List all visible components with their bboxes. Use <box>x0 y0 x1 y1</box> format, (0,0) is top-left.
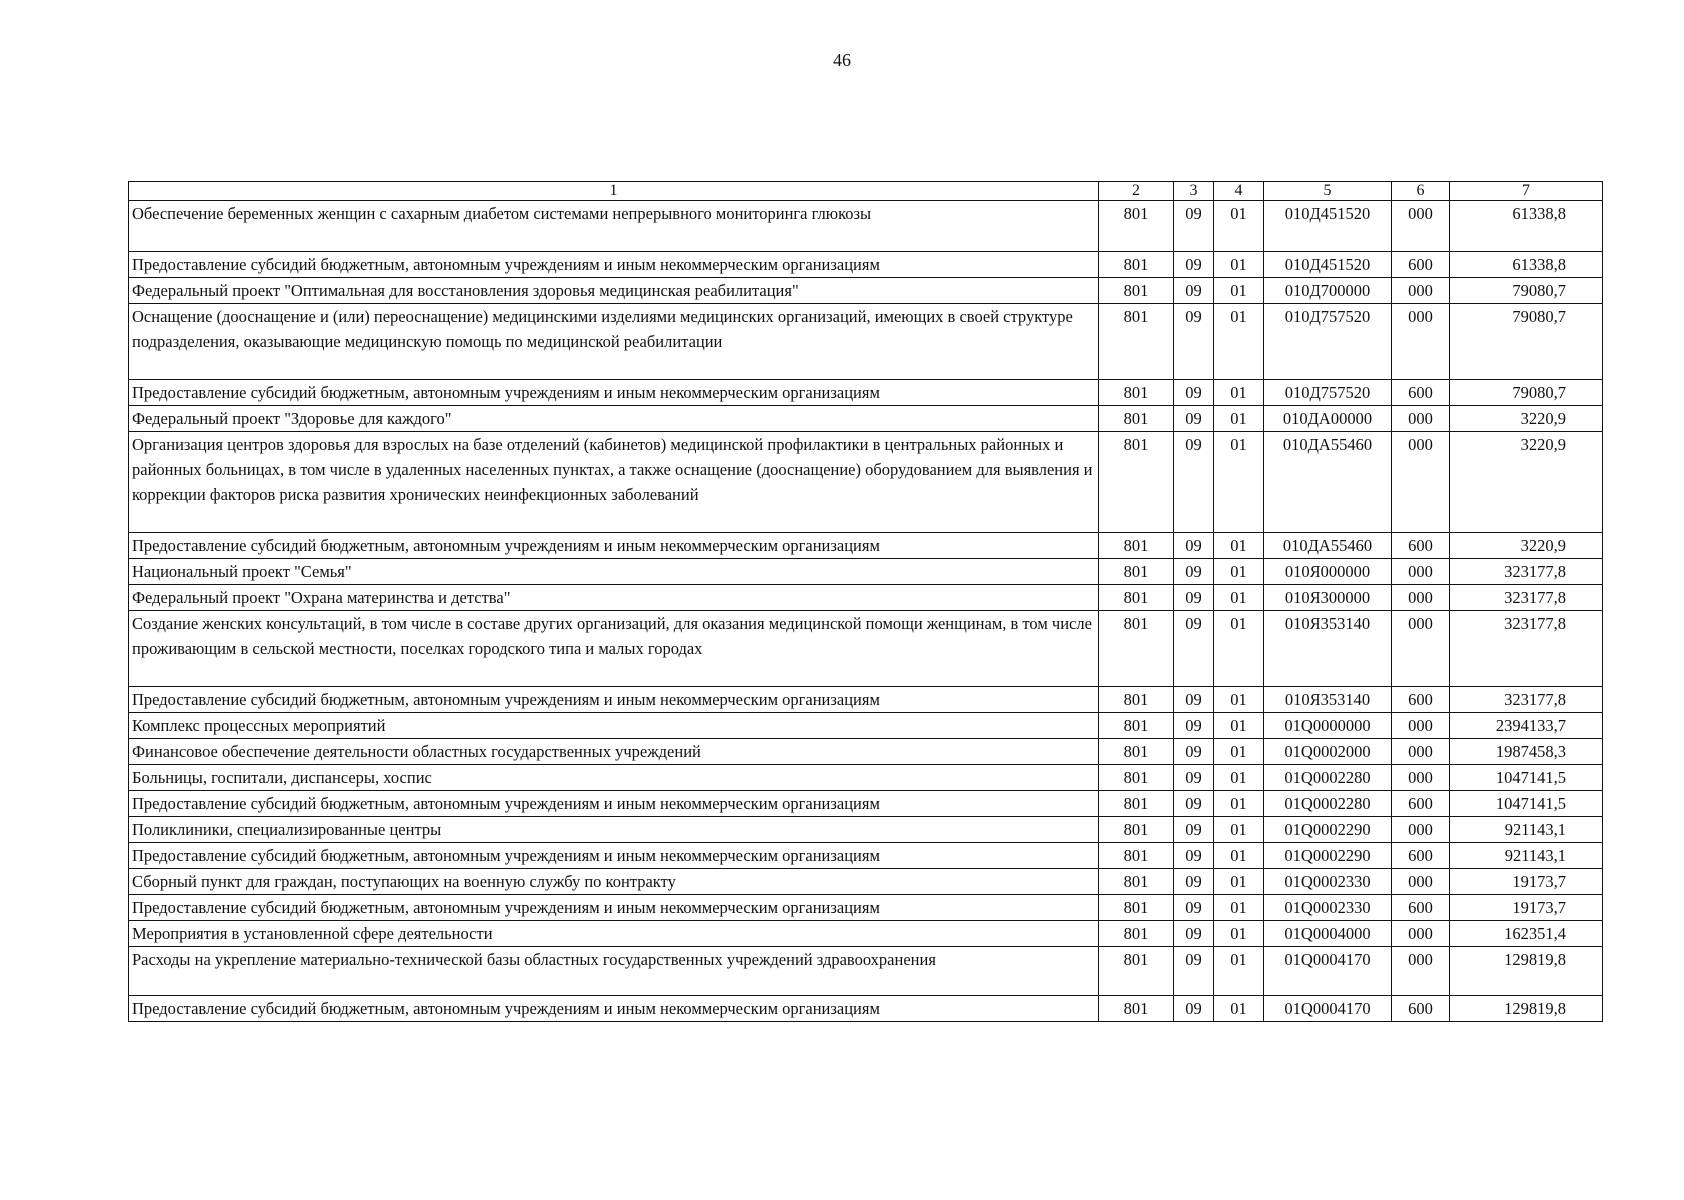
code-section: 09 <box>1174 304 1214 380</box>
amount: 3220,9 <box>1450 533 1603 559</box>
code-expense-type: 000 <box>1392 713 1450 739</box>
amount: 323177,8 <box>1450 687 1603 713</box>
code-subsection: 01 <box>1214 843 1264 869</box>
item-name: Федеральный проект "Оптимальная для восстановления здоровья медицинская реабилитация" <box>129 278 1099 304</box>
code-expense-type: 000 <box>1392 559 1450 585</box>
code-ministry: 801 <box>1099 843 1174 869</box>
code-section: 09 <box>1174 278 1214 304</box>
code-target: 010Я000000 <box>1264 559 1392 585</box>
item-name: Мероприятия в установленной сфере деятельности <box>129 921 1099 947</box>
code-target: 01Q0004170 <box>1264 947 1392 996</box>
code-subsection: 01 <box>1214 380 1264 406</box>
amount: 79080,7 <box>1450 304 1603 380</box>
column-header: 5 <box>1264 182 1392 201</box>
code-section: 09 <box>1174 895 1214 921</box>
code-expense-type: 000 <box>1392 278 1450 304</box>
amount: 323177,8 <box>1450 585 1603 611</box>
code-subsection: 01 <box>1214 869 1264 895</box>
column-header: 3 <box>1174 182 1214 201</box>
code-ministry: 801 <box>1099 947 1174 996</box>
code-target: 01Q0004170 <box>1264 996 1392 1022</box>
code-ministry: 801 <box>1099 380 1174 406</box>
table-row <box>129 585 1603 611</box>
code-section: 09 <box>1174 765 1214 791</box>
column-header: 2 <box>1099 182 1174 201</box>
code-subsection: 01 <box>1214 533 1264 559</box>
code-target: 010Д700000 <box>1264 278 1392 304</box>
code-subsection: 01 <box>1214 252 1264 278</box>
code-ministry: 801 <box>1099 278 1174 304</box>
code-target: 010ДА00000 <box>1264 406 1392 432</box>
code-section: 09 <box>1174 996 1214 1022</box>
code-ministry: 801 <box>1099 432 1174 533</box>
code-ministry: 801 <box>1099 739 1174 765</box>
code-ministry: 801 <box>1099 252 1174 278</box>
code-section: 09 <box>1174 713 1214 739</box>
table-row <box>129 869 1603 895</box>
code-subsection: 01 <box>1214 432 1264 533</box>
table-row <box>129 765 1603 791</box>
code-section: 09 <box>1174 559 1214 585</box>
code-subsection: 01 <box>1214 713 1264 739</box>
item-name: Комплекс процессных мероприятий <box>129 713 1099 739</box>
code-target: 01Q0000000 <box>1264 713 1392 739</box>
code-section: 09 <box>1174 843 1214 869</box>
code-subsection: 01 <box>1214 406 1264 432</box>
item-name: Организация центров здоровья для взрослых на базе отделений (кабинетов) медицинской профилактики в центральных районных и районных больницах, в том числе в удаленных населенных пунктах, а также оснащение (дооснащение) оборудованием для выявления и коррекции факторов риска развития хронических неинфекционных заболеваний <box>129 432 1099 533</box>
amount: 921143,1 <box>1450 817 1603 843</box>
amount: 19173,7 <box>1450 869 1603 895</box>
amount: 79080,7 <box>1450 380 1603 406</box>
code-expense-type: 600 <box>1392 843 1450 869</box>
code-ministry: 801 <box>1099 585 1174 611</box>
table-row <box>129 739 1603 765</box>
table-row <box>129 432 1603 533</box>
code-ministry: 801 <box>1099 895 1174 921</box>
code-expense-type: 000 <box>1392 611 1450 687</box>
table-row <box>129 713 1603 739</box>
table-row <box>129 533 1603 559</box>
code-section: 09 <box>1174 252 1214 278</box>
column-header: 6 <box>1392 182 1450 201</box>
amount: 323177,8 <box>1450 611 1603 687</box>
item-name: Предоставление субсидий бюджетным, автономным учреждениям и иным некоммерческим организациям <box>129 687 1099 713</box>
item-name: Финансовое обеспечение деятельности областных государственных учреждений <box>129 739 1099 765</box>
code-target: 01Q0002280 <box>1264 765 1392 791</box>
item-name: Предоставление субсидий бюджетным, автономным учреждениям и иным некоммерческим организациям <box>129 895 1099 921</box>
code-subsection: 01 <box>1214 687 1264 713</box>
code-ministry: 801 <box>1099 304 1174 380</box>
code-subsection: 01 <box>1214 739 1264 765</box>
code-section: 09 <box>1174 947 1214 996</box>
code-subsection: 01 <box>1214 765 1264 791</box>
code-ministry: 801 <box>1099 406 1174 432</box>
code-section: 09 <box>1174 817 1214 843</box>
code-subsection: 01 <box>1214 996 1264 1022</box>
code-expense-type: 600 <box>1392 533 1450 559</box>
code-section: 09 <box>1174 687 1214 713</box>
item-name: Предоставление субсидий бюджетным, автономным учреждениям и иным некоммерческим организациям <box>129 380 1099 406</box>
table-row <box>129 559 1603 585</box>
item-name: Предоставление субсидий бюджетным, автономным учреждениям и иным некоммерческим организациям <box>129 533 1099 559</box>
table-row <box>129 791 1603 817</box>
code-expense-type: 600 <box>1392 380 1450 406</box>
table-row <box>129 921 1603 947</box>
code-expense-type: 000 <box>1392 739 1450 765</box>
code-ministry: 801 <box>1099 533 1174 559</box>
table-row <box>129 947 1603 996</box>
code-subsection: 01 <box>1214 921 1264 947</box>
code-target: 01Q0002290 <box>1264 843 1392 869</box>
item-name: Федеральный проект "Охрана материнства и детства" <box>129 585 1099 611</box>
code-ministry: 801 <box>1099 687 1174 713</box>
item-name: Создание женских консультаций, в том числе в составе других организаций, для оказания медицинской помощи женщинам, в том числе проживающим в сельской местности, поселках городского типа и малых городах <box>129 611 1099 687</box>
table-row <box>129 406 1603 432</box>
code-target: 01Q0002330 <box>1264 869 1392 895</box>
code-section: 09 <box>1174 585 1214 611</box>
item-name: Обеспечение беременных женщин с сахарным диабетом системами непрерывного мониторинга глюкозы <box>129 201 1099 252</box>
table-row <box>129 817 1603 843</box>
code-subsection: 01 <box>1214 947 1264 996</box>
item-name: Национальный проект "Семья" <box>129 559 1099 585</box>
amount: 79080,7 <box>1450 278 1603 304</box>
code-expense-type: 000 <box>1392 585 1450 611</box>
code-subsection: 01 <box>1214 559 1264 585</box>
table-row <box>129 996 1603 1022</box>
code-ministry: 801 <box>1099 791 1174 817</box>
table-row <box>129 278 1603 304</box>
code-subsection: 01 <box>1214 895 1264 921</box>
code-target: 010Д451520 <box>1264 252 1392 278</box>
code-ministry: 801 <box>1099 713 1174 739</box>
table-row <box>129 252 1603 278</box>
column-header: 1 <box>129 182 1099 201</box>
table-row <box>129 380 1603 406</box>
code-target: 010Я300000 <box>1264 585 1392 611</box>
code-section: 09 <box>1174 869 1214 895</box>
code-ministry: 801 <box>1099 869 1174 895</box>
item-name: Сборный пункт для граждан, поступающих на военную службу по контракту <box>129 869 1099 895</box>
code-subsection: 01 <box>1214 817 1264 843</box>
code-expense-type: 000 <box>1392 921 1450 947</box>
amount: 323177,8 <box>1450 559 1603 585</box>
code-expense-type: 600 <box>1392 791 1450 817</box>
table-row <box>129 895 1603 921</box>
code-expense-type: 000 <box>1392 817 1450 843</box>
code-ministry: 801 <box>1099 611 1174 687</box>
item-name: Предоставление субсидий бюджетным, автономным учреждениям и иным некоммерческим организациям <box>129 843 1099 869</box>
code-section: 09 <box>1174 380 1214 406</box>
amount: 1047141,5 <box>1450 765 1603 791</box>
code-target: 010Д451520 <box>1264 201 1392 252</box>
code-expense-type: 600 <box>1392 252 1450 278</box>
code-section: 09 <box>1174 611 1214 687</box>
code-expense-type: 000 <box>1392 947 1450 996</box>
code-target: 010Д757520 <box>1264 380 1392 406</box>
code-target: 010ДА55460 <box>1264 432 1392 533</box>
page-number: 46 <box>833 50 851 70</box>
code-target: 010Д757520 <box>1264 304 1392 380</box>
amount: 61338,8 <box>1450 252 1603 278</box>
code-expense-type: 000 <box>1392 201 1450 252</box>
code-expense-type: 000 <box>1392 765 1450 791</box>
item-name: Поликлиники, специализированные центры <box>129 817 1099 843</box>
code-section: 09 <box>1174 739 1214 765</box>
code-ministry: 801 <box>1099 817 1174 843</box>
amount: 129819,8 <box>1450 996 1603 1022</box>
code-target: 01Q0002280 <box>1264 791 1392 817</box>
code-subsection: 01 <box>1214 585 1264 611</box>
table-row <box>129 201 1603 252</box>
code-section: 09 <box>1174 406 1214 432</box>
code-ministry: 801 <box>1099 921 1174 947</box>
item-name: Расходы на укрепление материально-технической базы областных государственных учреждений здравоохранения <box>129 947 1099 996</box>
code-target: 01Q0002290 <box>1264 817 1392 843</box>
code-expense-type: 600 <box>1392 996 1450 1022</box>
code-target: 01Q0002000 <box>1264 739 1392 765</box>
code-subsection: 01 <box>1214 611 1264 687</box>
code-subsection: 01 <box>1214 201 1264 252</box>
code-subsection: 01 <box>1214 278 1264 304</box>
code-target: 010ДА55460 <box>1264 533 1392 559</box>
table-row <box>129 304 1603 380</box>
table-row <box>129 611 1603 687</box>
code-expense-type: 000 <box>1392 304 1450 380</box>
code-target: 010Я353140 <box>1264 611 1392 687</box>
amount: 129819,8 <box>1450 947 1603 996</box>
code-subsection: 01 <box>1214 791 1264 817</box>
code-subsection: 01 <box>1214 304 1264 380</box>
code-ministry: 801 <box>1099 201 1174 252</box>
table-row <box>129 687 1603 713</box>
item-name: Предоставление субсидий бюджетным, автономным учреждениям и иным некоммерческим организациям <box>129 996 1099 1022</box>
code-ministry: 801 <box>1099 559 1174 585</box>
item-name: Оснащение (дооснащение и (или) переоснащение) медицинскими изделиями медицинских организаций, имеющих в своей структуре подразделения, оказывающие медицинскую помощь по медицинской реабилитации <box>129 304 1099 380</box>
code-section: 09 <box>1174 533 1214 559</box>
code-expense-type: 000 <box>1392 406 1450 432</box>
item-name: Федеральный проект "Здоровье для каждого" <box>129 406 1099 432</box>
item-name: Предоставление субсидий бюджетным, автономным учреждениям и иным некоммерческим организациям <box>129 252 1099 278</box>
code-section: 09 <box>1174 921 1214 947</box>
amount: 61338,8 <box>1450 201 1603 252</box>
amount: 921143,1 <box>1450 843 1603 869</box>
item-name: Предоставление субсидий бюджетным, автономным учреждениям и иным некоммерческим организациям <box>129 791 1099 817</box>
code-expense-type: 600 <box>1392 687 1450 713</box>
column-header: 7 <box>1450 182 1603 201</box>
amount: 3220,9 <box>1450 406 1603 432</box>
table-header-row <box>129 182 1603 201</box>
code-expense-type: 000 <box>1392 432 1450 533</box>
code-expense-type: 000 <box>1392 869 1450 895</box>
amount: 3220,9 <box>1450 432 1603 533</box>
amount: 2394133,7 <box>1450 713 1603 739</box>
item-name: Больницы, госпитали, диспансеры, хоспис <box>129 765 1099 791</box>
code-section: 09 <box>1174 791 1214 817</box>
amount: 19173,7 <box>1450 895 1603 921</box>
code-target: 010Я353140 <box>1264 687 1392 713</box>
code-section: 09 <box>1174 432 1214 533</box>
amount: 1047141,5 <box>1450 791 1603 817</box>
code-target: 01Q0004000 <box>1264 921 1392 947</box>
code-ministry: 801 <box>1099 765 1174 791</box>
budget-table <box>128 181 1603 1022</box>
code-expense-type: 600 <box>1392 895 1450 921</box>
table-row <box>129 843 1603 869</box>
amount: 162351,4 <box>1450 921 1603 947</box>
column-header: 4 <box>1214 182 1264 201</box>
code-section: 09 <box>1174 201 1214 252</box>
code-ministry: 801 <box>1099 996 1174 1022</box>
amount: 1987458,3 <box>1450 739 1603 765</box>
code-target: 01Q0002330 <box>1264 895 1392 921</box>
